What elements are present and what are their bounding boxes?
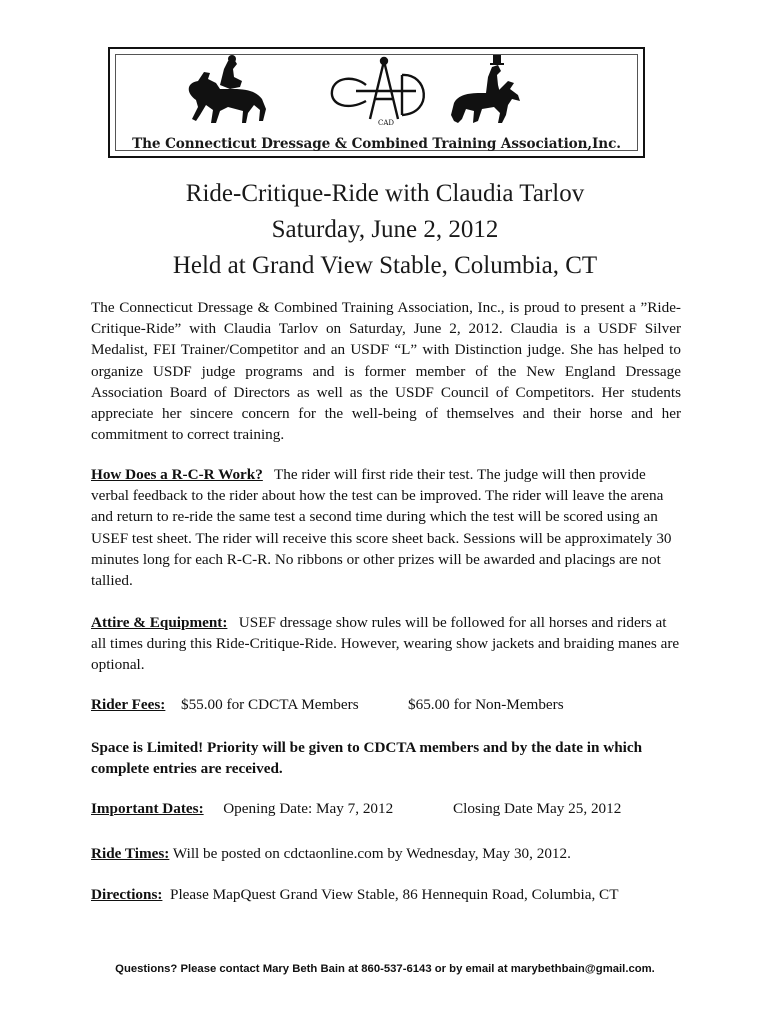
logo-frame [115, 54, 638, 151]
how-heading: How Does a R-C-R Work? [91, 466, 263, 483]
ride-times-text: Will be posted on cdctaonline.com by Wednesday, May 30, 2012. [172, 845, 571, 862]
fees-line [91, 696, 359, 714]
event-date: Saturday, June 2, 2012 [271, 216, 499, 243]
logo-monogram: CAD [378, 119, 395, 127]
ride-times-heading: Ride Times: [91, 845, 170, 862]
event-location: Held at Grand View Stable, Columbia, CT [172, 252, 598, 279]
fees-non-members: $65.00 for Non-Members [408, 696, 564, 713]
ride-times-line [91, 845, 571, 863]
dates-heading: Important Dates: [91, 800, 204, 817]
attire-section [91, 612, 681, 676]
directions-line [91, 886, 618, 904]
dates-opening: Opening Date: May 7, 2012 [223, 800, 394, 817]
directions-heading: Directions: [91, 886, 163, 903]
fees-members: $55.00 for CDCTA Members [180, 696, 359, 713]
attire-text: USEF dressage show rules will be followed for all horses and riders at all times during this Ride-Critique-Ride. However, wearing show jackets and braiding manes are optional. [91, 614, 680, 674]
intro-paragraph: The Connecticut Dressage & Combined Training Association, Inc., is proud to present a ”Ride-Critique-Ride” with Claudia Tarlov on Saturday, June 2, 2012. Claudia is a USDF Silver Medalist, FEI Trainer/Competitor and an USDF “L” with Distinction judge. She has helped to organize USDF judge programs and is former member of the New England Dressage Association Board of Directors as well as the USDF Council of Competitors. Her students appreciate her sincere concern for the well-being of themselves and their horse and her commitment to correct training. [91, 299, 681, 444]
fees-heading: Rider Fees: [91, 696, 166, 713]
directions-text: Please MapQuest Grand View Stable, 86 Hennequin Road, Columbia, CT [170, 886, 619, 903]
how-section [91, 464, 681, 591]
dates-line [91, 800, 393, 818]
dates-closing: Closing Date May 25, 2012 [453, 800, 622, 817]
association-logo [108, 47, 645, 158]
event-title: Ride-Critique-Ride with Claudia Tarlov [185, 180, 585, 207]
space-notice: Space is Limited! Priority will be given to CDCTA members and by the date in which complete entries are received. [91, 739, 643, 778]
how-text: The rider will first ride their test. The judge will then provide verbal feedback to the rider about how the test can be improved. The rider will leave the arena and return to re-ride the same test a second time during which the test will be scored using an USEF test sheet. The rider will receive this score sheet back. Sessions will be approximately 30 minutes long for each R-C-R. No ribbons or other prizes will be awarded and placings are not tallied. [91, 466, 672, 590]
attire-heading: Attire & Equipment: [91, 614, 228, 631]
contact-footer: Questions? Please contact Mary Beth Bain at 860-537-6143 or by email at marybethbain@gmail.com. [115, 963, 655, 975]
logo-org-name: The Connecticut Dressage & Combined Training Association,Inc. [132, 136, 621, 152]
horse-riders-illustration [116, 55, 641, 127]
